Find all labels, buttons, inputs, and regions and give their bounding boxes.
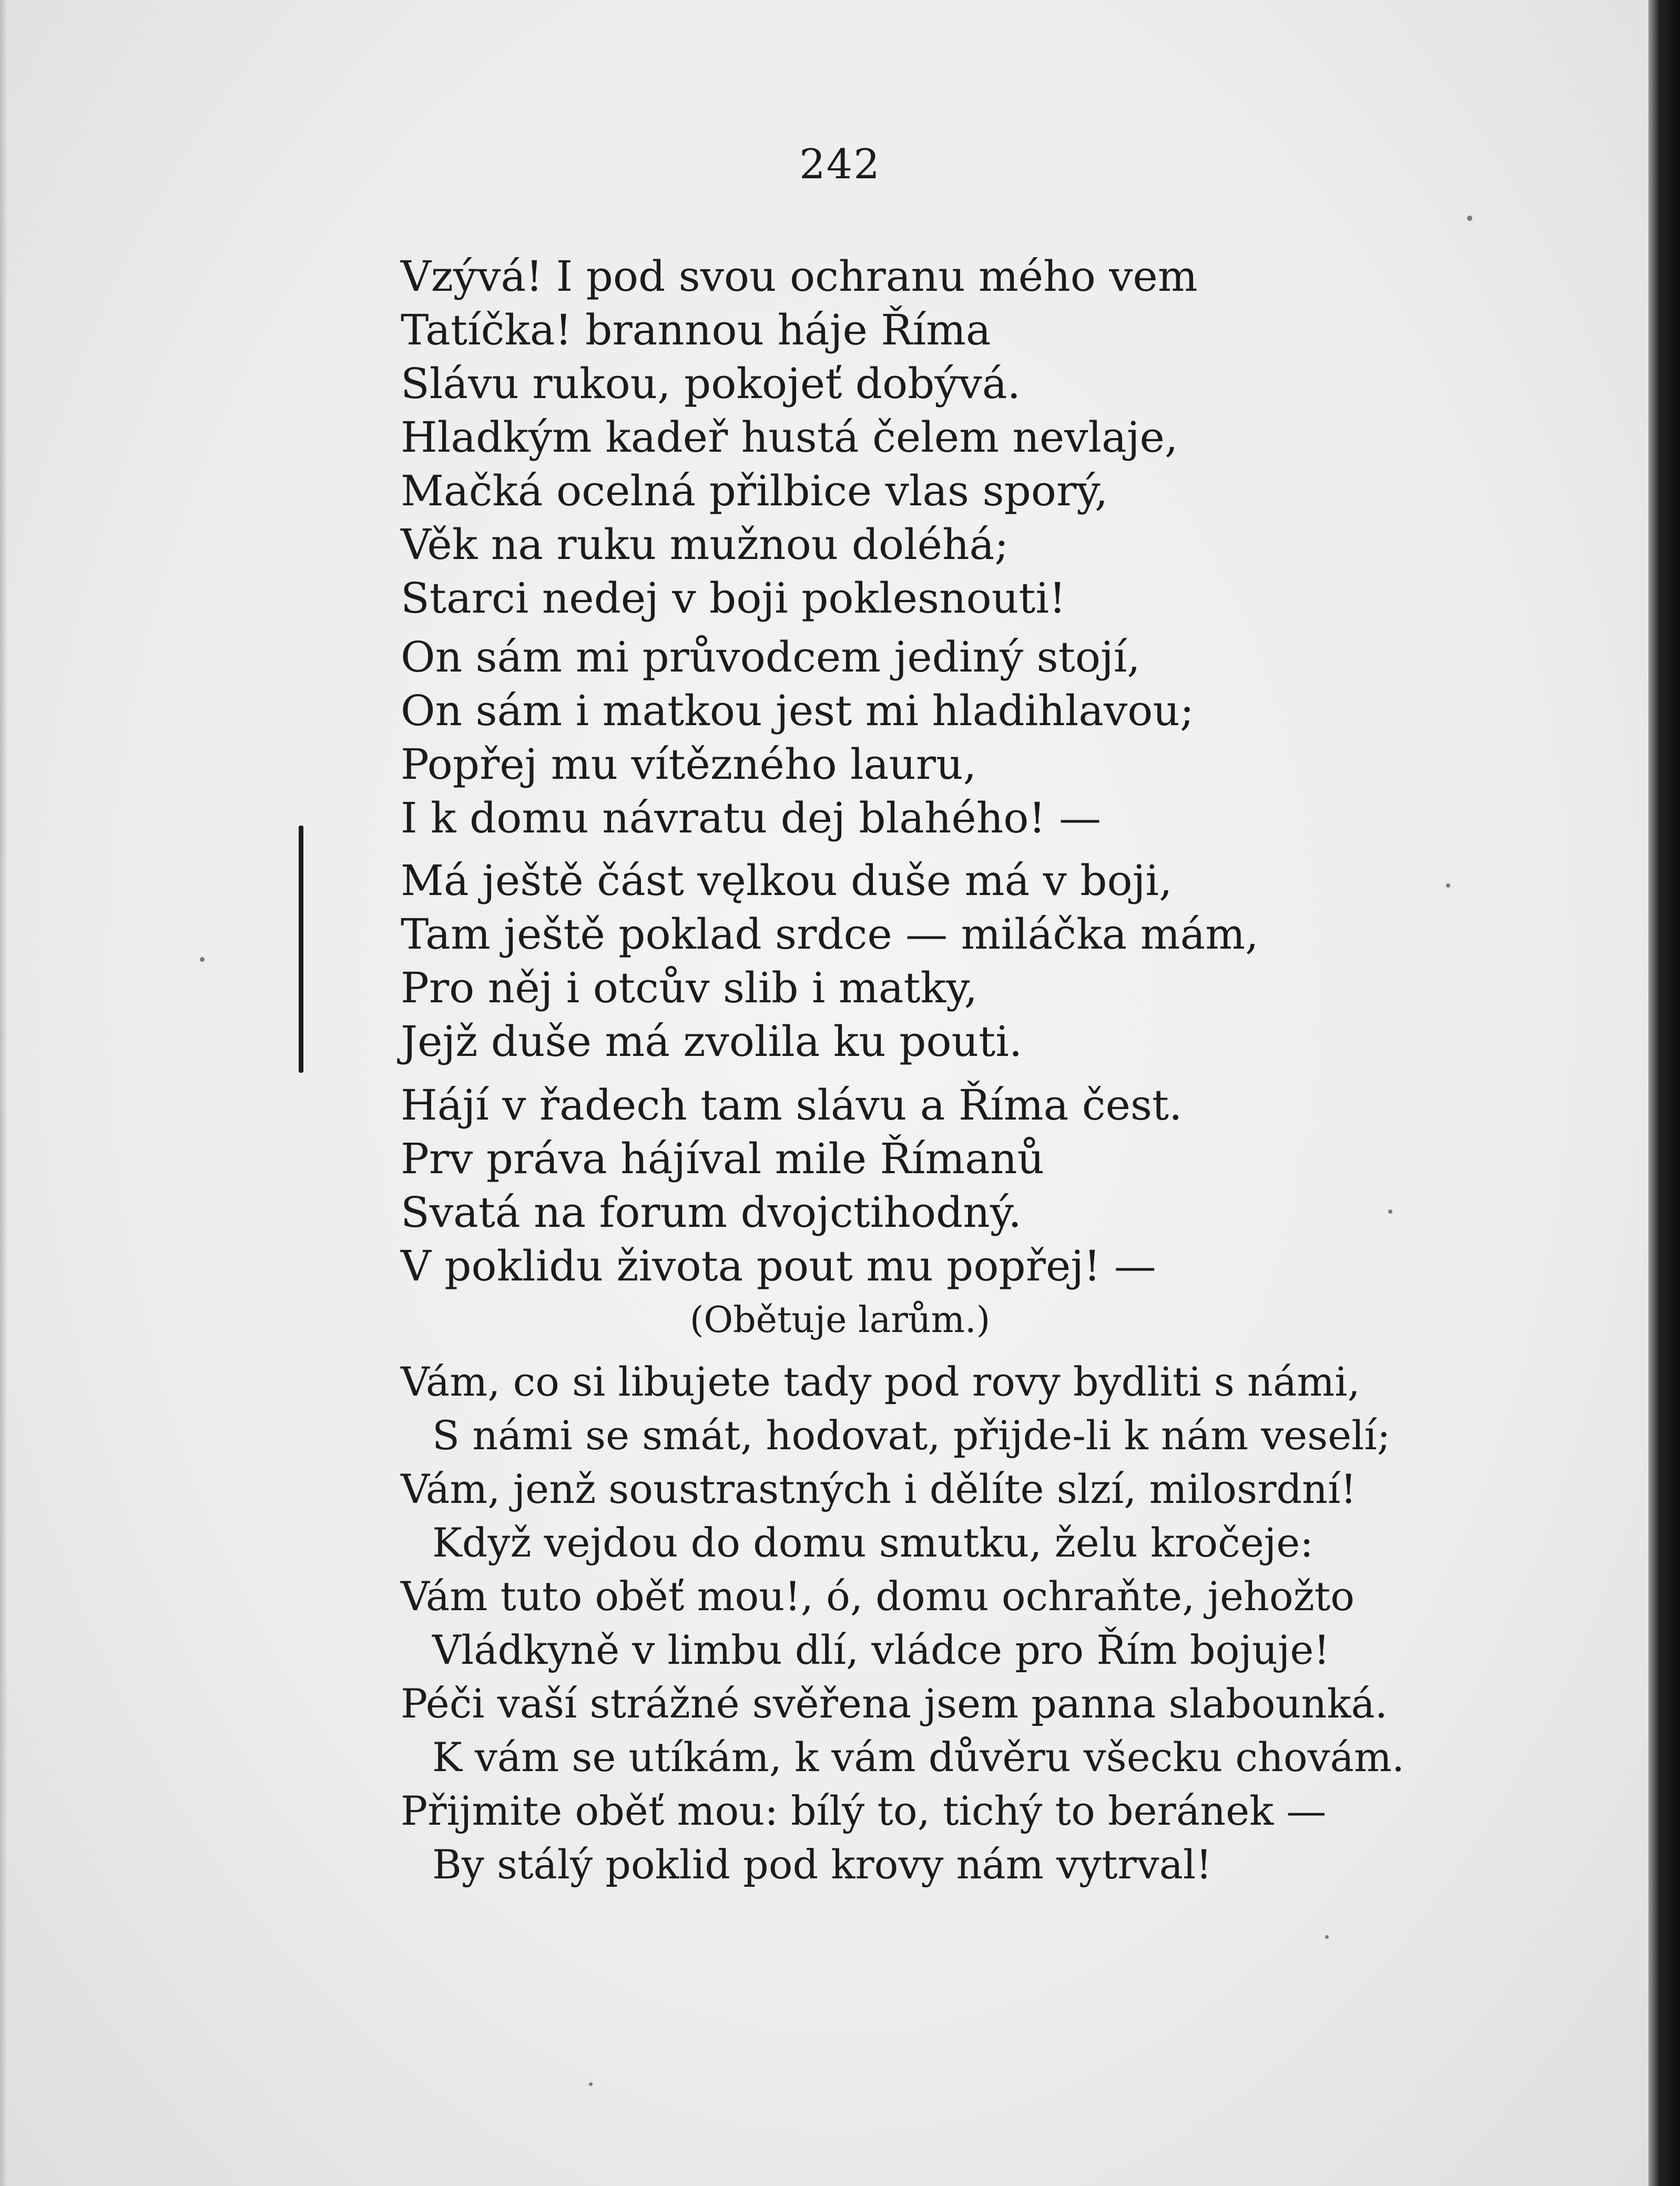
verse-line: Věk na ruku mužnou doléhá; [401,520,1009,569]
verse-line: Péči vaší strážné svěřena jsem panna slabounká. [401,1680,1388,1727]
book-spine-shadow [1648,0,1680,2186]
page-left-edge [0,0,7,2186]
verse-line: Vám, co si libujete tady pod rovy bydliti s námi, [401,1358,1360,1405]
verse-line: Tam ještě poklad srdce — miláčka mám, [401,910,1259,959]
verse-line: Vám, jenž soustrastných i dělíte slzí, milosrdní! [401,1466,1357,1512]
verse-line: Pro něj i otcův slib i matky, [401,963,978,1012]
verse-line: Svatá na forum dvojctihodný. [401,1188,1022,1237]
verse-line: Hájí v řadech tam slávu a Říma čest. [401,1081,1183,1130]
margin-mark [299,826,303,1073]
verse-line: I k domu návratu dej blahého! — [401,794,1101,842]
verse-line: Má ještě část vęlkou duše má v boji, [401,856,1173,905]
specks [589,2082,593,2086]
verse-line: Popřej mu vítězného lauru, [401,740,976,789]
verse-line: V poklidu života pout mu popřej! — [401,1242,1156,1290]
verse-line: K vám se utíkám, k vám důvěru všecku chovám. [432,1734,1405,1781]
specks [1467,216,1472,221]
verse-line: S námi se smát, hodovat, přijde-li k nám veselí; [432,1412,1391,1459]
verse-line: Přijmite oběť mou: bílý to, tichý to beránek — [401,1787,1327,1834]
verse-line: Když vejdou do domu smutku, želu kročeje: [432,1519,1314,1566]
verse-line: Slávu rukou, pokojeť dobývá. [401,359,1021,408]
specks [1325,1935,1329,1939]
verse-line: By stálý poklid pod krovy nám vytrval! [432,1841,1212,1888]
verse-line: Hladkým kadeř hustá čelem nevlaje, [401,413,1178,462]
verse-line: Jejž duše má zvolila ku pouti. [401,1017,1023,1066]
verse-line: Starci nedej v boji poklesnouti! [401,574,1066,623]
verse-line: Prv práva hájíval mile Římanů [401,1134,1044,1183]
verse-line: Tatíčka! brannou háje Říma [401,306,991,354]
stage-direction: (Obětuje larům.) [689,1299,991,1341]
verse-line: On sám i matkou jest mi hladihlavou; [401,686,1194,735]
specks [200,957,205,962]
page-number: 242 [799,141,881,188]
specks [1388,1209,1392,1214]
verse-line: Vzývá! I pod svou ochranu mého vem [401,252,1198,301]
verse-line: Vám tuto oběť mou!, ó, domu ochraňte, jehožto [401,1573,1355,1620]
verse-line: On sám mi průvodcem jediný stojí, [401,633,1141,682]
verse-line: Vládkyně v limbu dlí, vládce pro Řím bojuje! [432,1626,1330,1673]
verse-line: Mačká ocelná přilbice vlas sporý, [401,466,1108,515]
specks [1446,883,1450,888]
